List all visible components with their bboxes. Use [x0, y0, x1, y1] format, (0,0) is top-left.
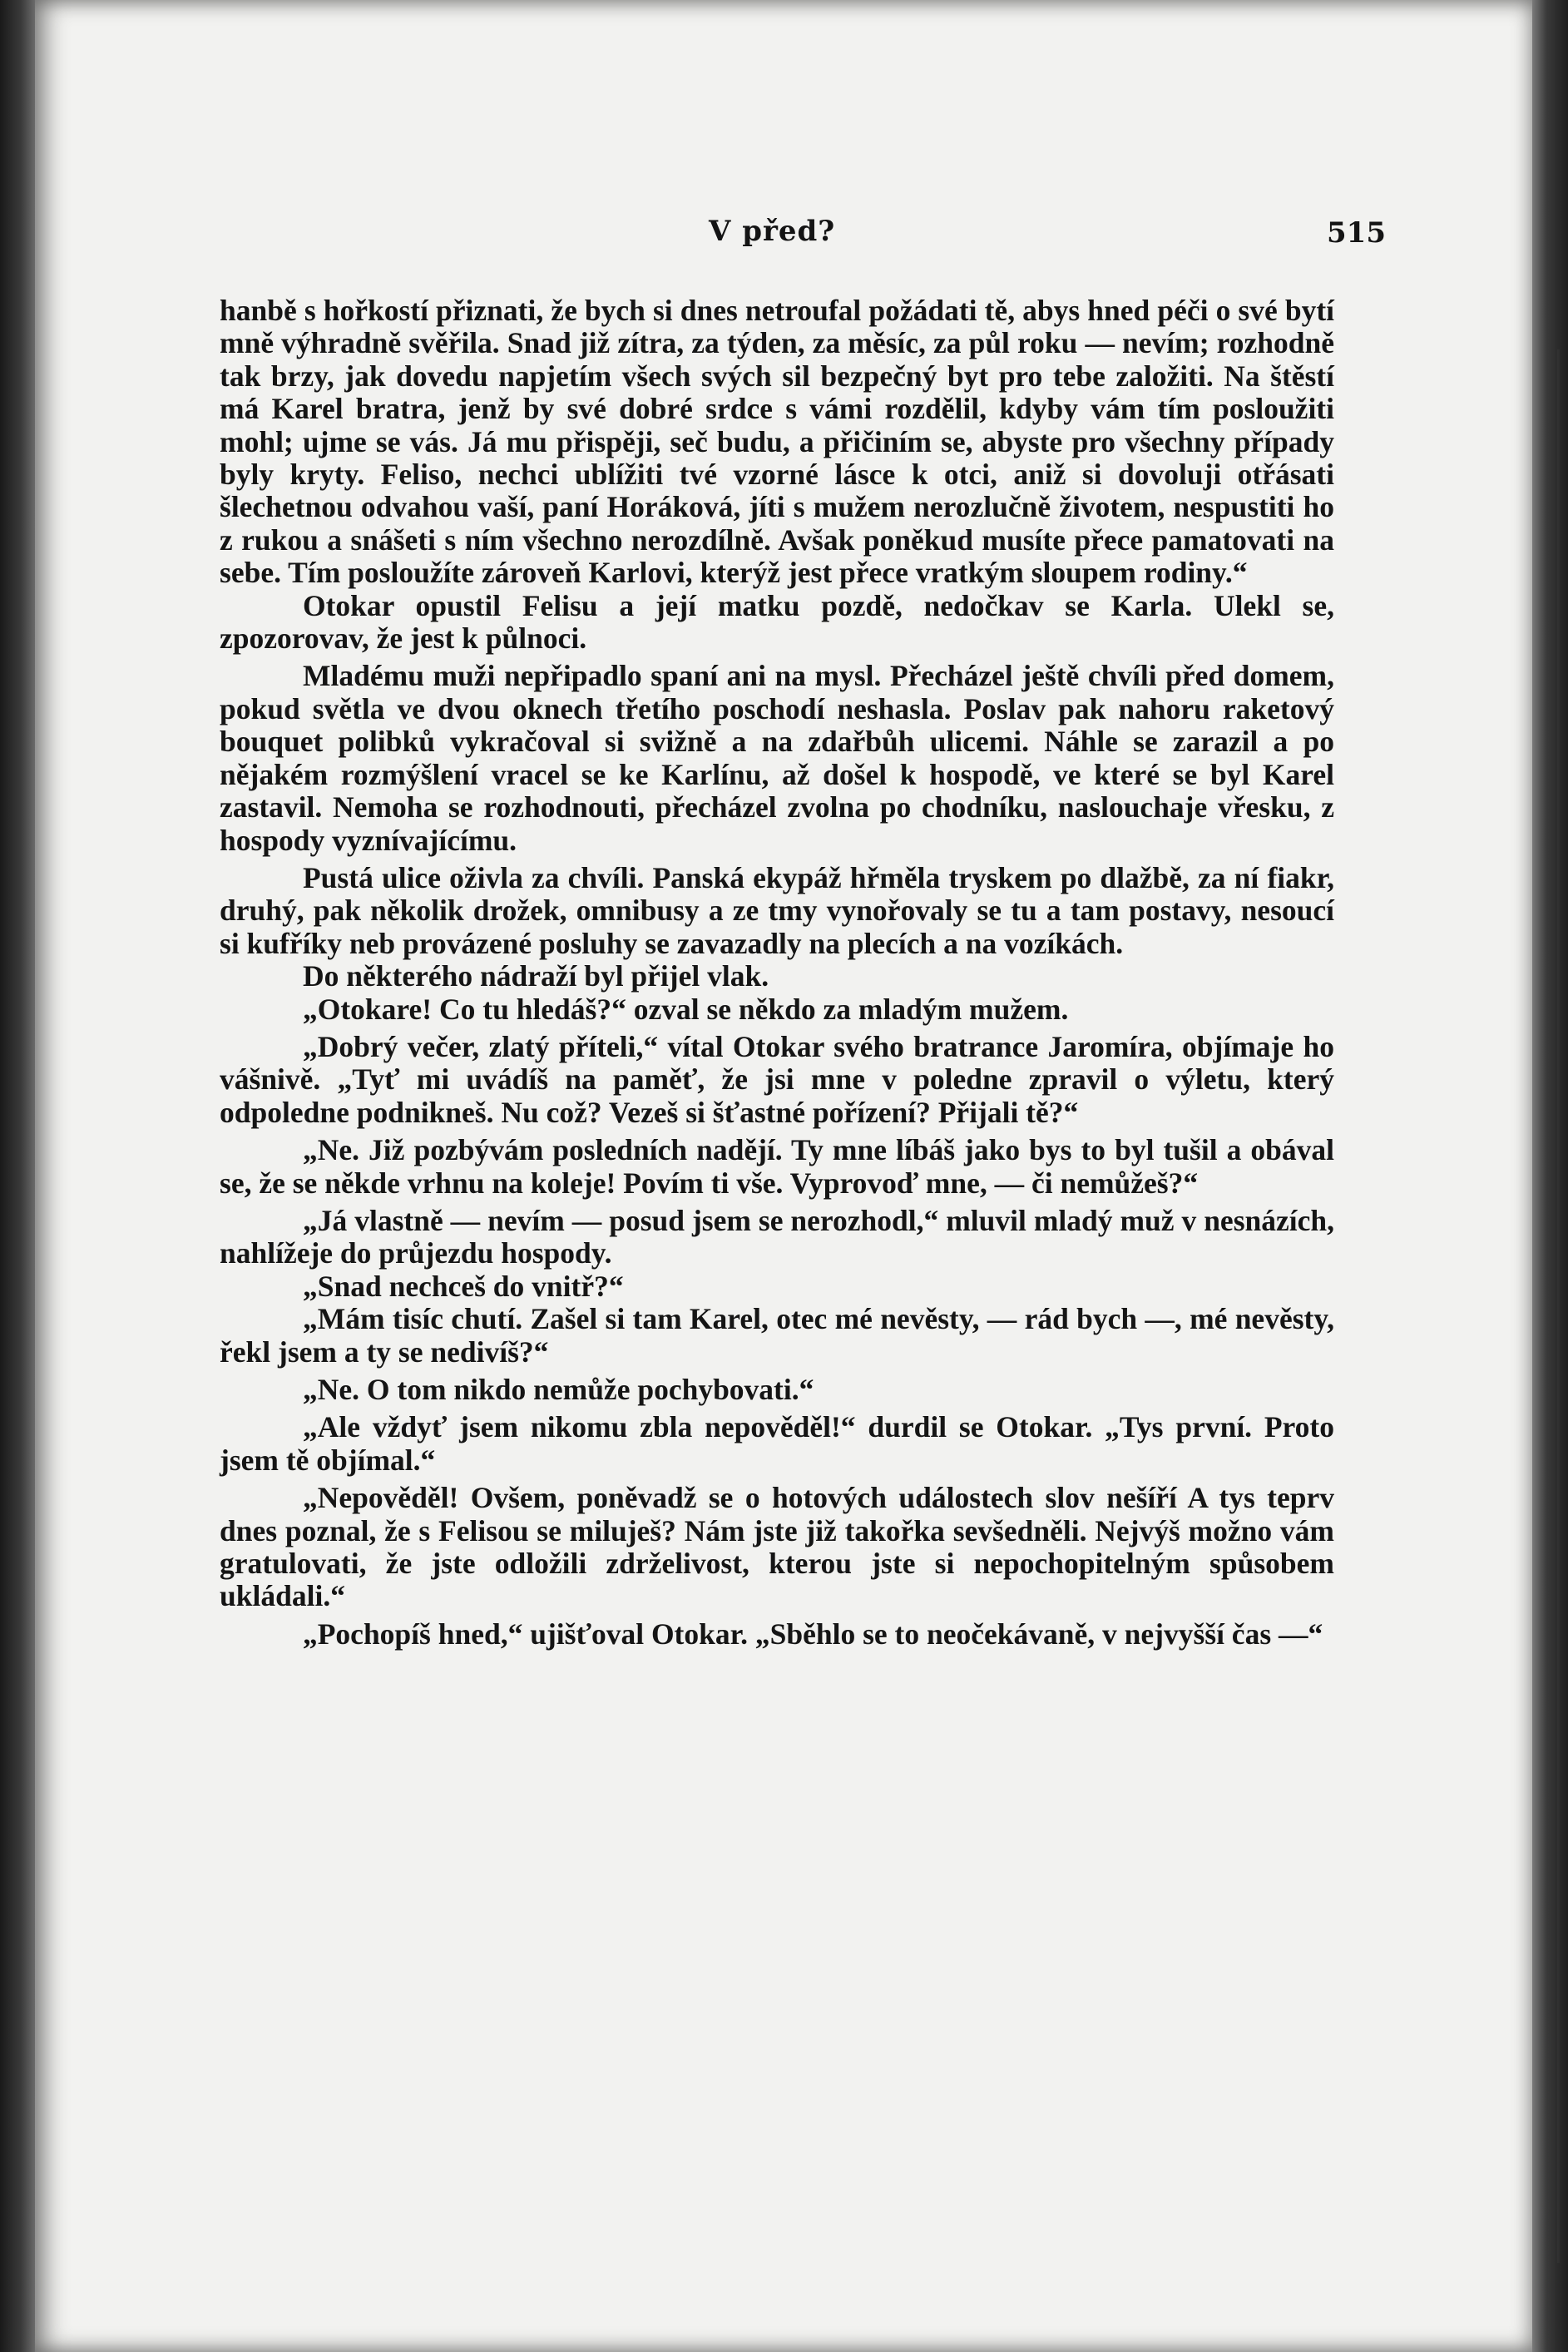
paragraph: „Otokare! Co tu hledáš?“ ozval se někdo za mladým mužem.	[303, 992, 1069, 1026]
page-number: 515	[1327, 216, 1386, 250]
paragraph: „Ale vždyť jsem nikomu zbla nepověděl!“ durdil se Otokar. „Tys první. Proto jsem tě objímal.“	[220, 1410, 1334, 1477]
paragraph: „Ne. Již pozbývám posledních nadějí. Ty mne líbáš jako bys to byl tušil a obával se, že se někde vrhnu na koleje! Povím ti vše. Vyprovoď mne, — či nemůžeš?“	[220, 1133, 1334, 1200]
paragraph: „Dobrý večer, zlatý příteli,“ vítal Otokar svého bratrance Jaromíra, objímaje ho vášnivě. „Tyť mi uvádíš na paměť, že jsi mne v poledne zpravil o výletu, který odpoledne podnikneš. Nu což? Vezeš si šťastné pořízení? Přijali tě?“	[220, 1029, 1334, 1129]
paragraph: „Mám tisíc chutí. Zašel si tam Karel, otec mé nevěsty, — rád bych —, mé nevěsty, řekl jsem a ty se nedivíš?“	[220, 1302, 1334, 1369]
paragraph: hanbě s hořkostí přiznati, že bych si dnes netroufal požádati tě, abys hned péči o své bytí mně výhradně svěřila. Snad již zítra, za týden, za měsíc, za půl roku — nevím; rozhodně tak brzy, jak dovedu napjetím všech svých sil bezpečný byt pro tebe založiti. Na štěstí má Karel bratra, jenž by své dobré srdce s vámi rozdělil, kdyby vám tím posloužiti mohl; ujme se vás. Já mu přispěji, seč budu, a přičiním se, abyste pro všechny případy byly kryty. Feliso, nechci ublížiti tvé vzorné lásce k otci, aniž si dovoluji otřásati šlechetnou odvahou vaší, paní Horáková, jíti s mužem nerozlučně životem, nespustiti ho z rukou a snášeti s ním všechno nerozdílně. Avšak poněkud musíte přece pamatovati na sebe. Tím posloužíte zároveň Karlovi, kterýž jest přece vratkým sloupem rodiny.“	[220, 294, 1334, 590]
binding-shadow-left	[0, 0, 35, 2352]
page-header	[35, 215, 1532, 265]
body-text	[220, 295, 1334, 1651]
paragraph: Mladému muži nepřipadlo spaní ani na mysl. Přecházel ještě chvíli před domem, pokud světla ve dvou oknech třetího poschodí neshasla. Poslav pak nahoru raketový bouquet polibků vykračoval si svižně a na zdařbůh ulicemi. Náhle se zarazil a po nějakém rozmýšlení vracel se ke Karlínu, až došel k hospodě, ve které se byl Karel zastavil. Nemoha se rozhodnouti, přecházel zvolna po chodníku, naslouchaje vřesku, z hospody vyznívajícímu.	[220, 659, 1334, 857]
paragraph: „Pochopíš hned,“ ujišťoval Otokar. „Sběhlo se to neočekávaně, v nejvyšší čas —“	[303, 1617, 1323, 1651]
paragraph: „Ne. O tom nikdo nemůže pochybovati.“	[303, 1373, 814, 1406]
paragraph: Pustá ulice oživla za chvíli. Panská ekypáž hřměla tryskem po dlažbě, za ní fiakr, druhý, pak několik drožek, omnibusy a ze tmy vynořovaly se tu a tam postavy, nesoucí si kufříky neb provázené posluhy se zavazadly na plecích a na vozíkách.	[220, 860, 1334, 960]
paragraph: „Nepověděl! Ovšem, poněvadž se o hotových událostech slov nešíří A tys teprv dnes poznal, že s Felisou se miluješ? Nám jste již takořka sevšedněli. Nejvýš možno vám gratulovati, že jste odložili zdrželivost, kterou jste si nepochopitelným spůsobem ukládali.“	[220, 1481, 1334, 1613]
paragraph: „Snad nechceš do vnitř?“	[303, 1269, 624, 1303]
page-edge-right	[1532, 0, 1568, 2352]
book-page	[35, 0, 1532, 2352]
running-title: V před?	[709, 215, 836, 248]
paragraph: Otokar opustil Felisu a její matku pozdě, nedočkav se Karla. Ulekl se, zpozorovav, že jest k půlnoci.	[220, 588, 1334, 656]
paragraph: „Já vlastně — nevím — posud jsem se nerozhodl,“ mluvil mladý muž v nesnázích, nahlížeje do průjezdu hospody.	[220, 1203, 1334, 1270]
paragraph: Do některého nádraží byl přijel vlak.	[303, 959, 769, 993]
scan-artifact-line	[1557, 349, 1560, 2263]
